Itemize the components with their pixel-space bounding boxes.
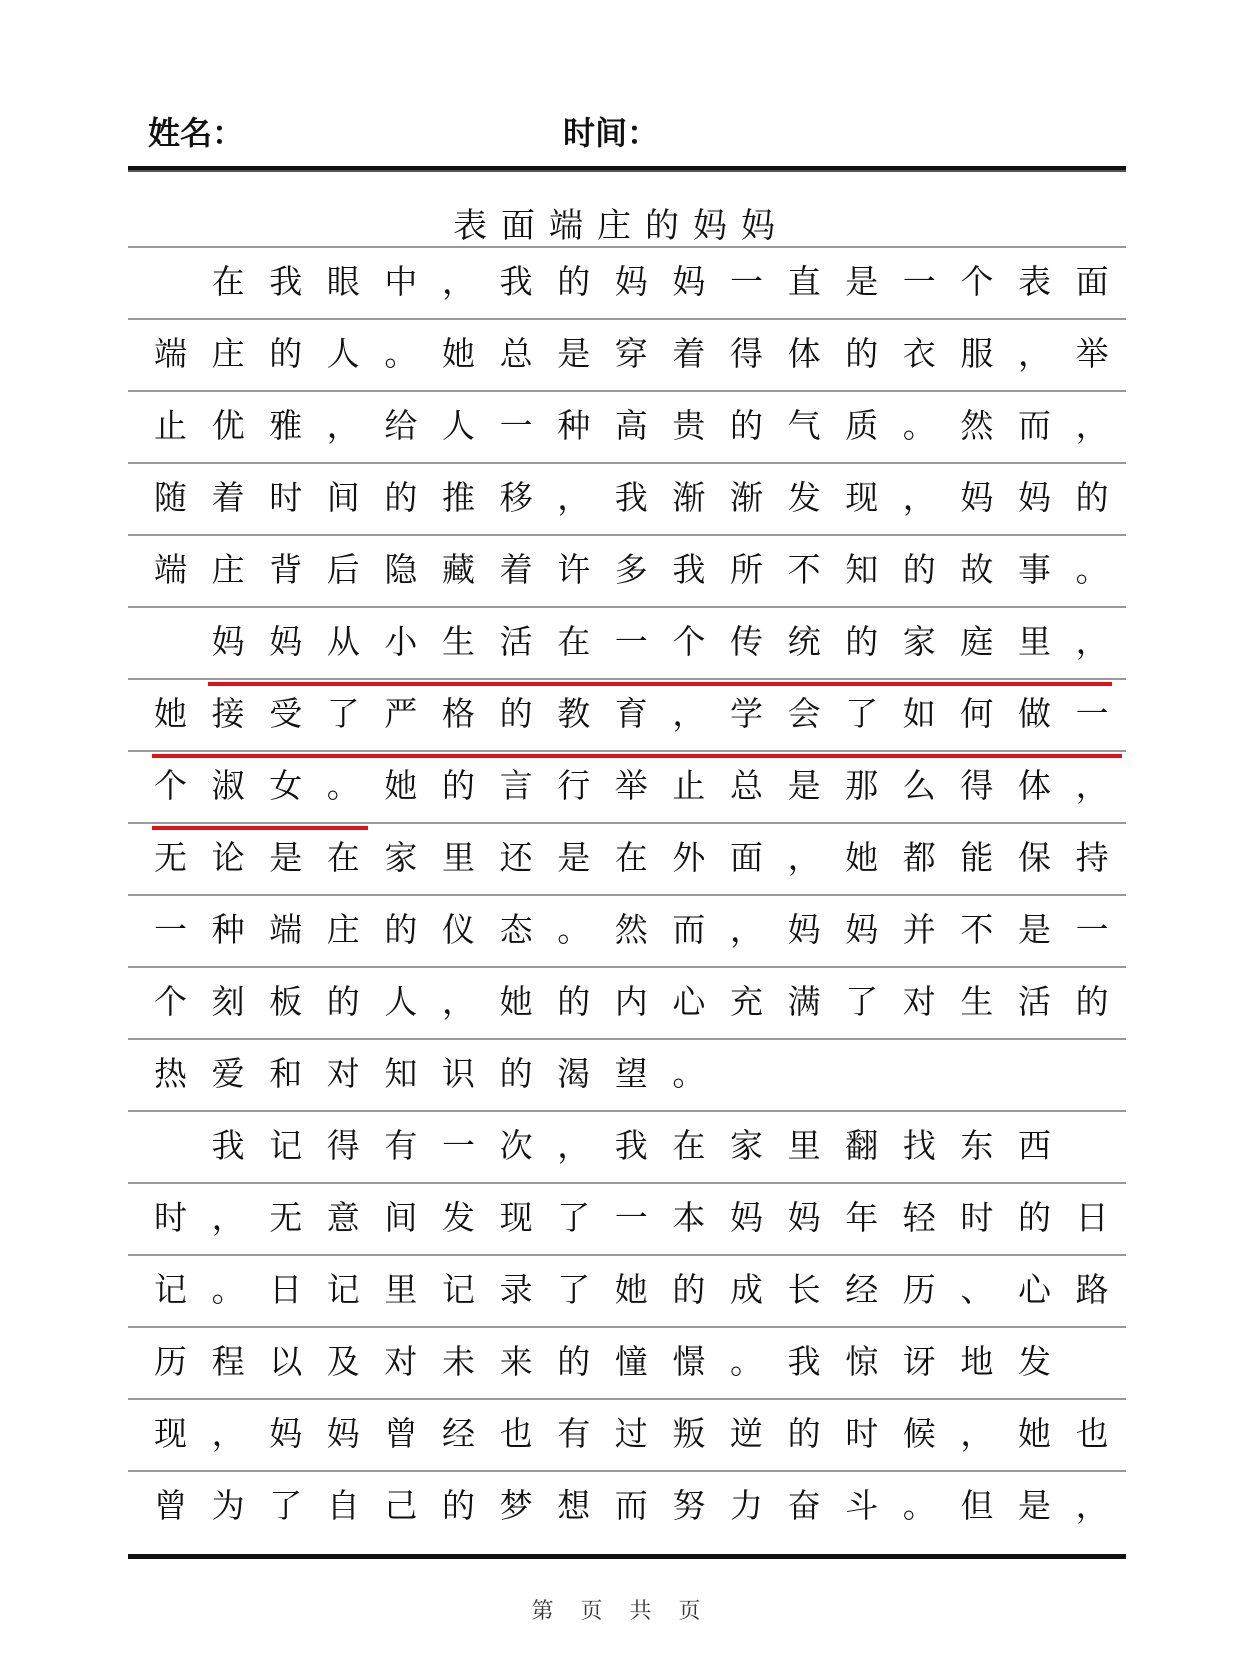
- line-text: 止优雅，给人一种高贵的气质。然而，: [154, 406, 1134, 445]
- line-text: 端庄的人。她总是穿着得体的衣服，举: [154, 334, 1134, 373]
- line-text: 她接受了严格的教育，学会了如何做一: [154, 694, 1134, 733]
- ruled-line: [128, 1254, 1134, 1326]
- ruled-line: [128, 894, 1134, 966]
- ruled-line: [128, 1038, 1126, 1110]
- line-text: 个刻板的人，她的内心充满了对生活的: [154, 982, 1134, 1021]
- header-rule: [128, 166, 1126, 172]
- ruled-line: [128, 1110, 1126, 1182]
- ruled-line: [128, 318, 1134, 390]
- line-text: 在我眼中，我的妈妈一直是一个表面: [154, 262, 1134, 301]
- ruled-line: [128, 390, 1134, 462]
- header: [148, 108, 1128, 158]
- ruled-line: [128, 678, 1134, 750]
- ruled-line: [128, 1182, 1134, 1254]
- name-label: 姓名：: [148, 114, 245, 152]
- ruled-line: [128, 246, 1134, 318]
- ruled-line: [128, 534, 1134, 606]
- line-text: 时，无意间发现了一本妈妈年轻时的日: [154, 1198, 1134, 1237]
- red-underline: [208, 682, 1112, 686]
- essay-title: 表面端庄的妈妈: [453, 206, 789, 246]
- line-text: 现，妈妈曾经也有过叛逆的时候，她也: [154, 1414, 1134, 1453]
- ruled-lines: [128, 246, 1134, 1542]
- line-text: 妈妈从小生活在一个传统的家庭里，: [154, 622, 1134, 661]
- ruled-line: [128, 1398, 1134, 1470]
- ruled-line: [128, 462, 1134, 534]
- line-text: 端庄背后隐藏着许多我所不知的故事。: [154, 550, 1134, 589]
- line-text: 我记得有一次，我在家里翻找东西: [154, 1126, 1076, 1165]
- ruled-line: [128, 1470, 1134, 1542]
- ruled-line: [128, 750, 1134, 822]
- line-text: 一种端庄的仪态。然而，妈妈并不是一: [154, 910, 1134, 949]
- line-text: 历程以及对未来的憧憬。我惊讶地发: [154, 1342, 1076, 1381]
- line-text: 个淑女。她的言行举止总是那么得体，: [154, 766, 1134, 805]
- ruled-line: [128, 606, 1134, 678]
- line-text: 随着时间的推移，我渐渐发现，妈妈的: [154, 478, 1134, 517]
- line-text: 热爱和对知识的渴望。: [154, 1054, 730, 1093]
- ruled-line: [128, 1326, 1126, 1398]
- line-text: 记。日记里记录了她的成长经历、心路: [154, 1270, 1134, 1309]
- red-underline: [152, 826, 368, 830]
- line-text: 曾为了自己的梦想而努力奋斗。但是，: [154, 1486, 1134, 1525]
- footer-rule: [128, 1554, 1126, 1559]
- page-footer: 第 页 共 页: [531, 1599, 711, 1624]
- time-label: 时间：: [563, 114, 660, 152]
- red-underline: [152, 754, 1122, 758]
- ruled-line: [128, 966, 1134, 1038]
- line-text: 无论是在家里还是在外面，她都能保持: [154, 838, 1134, 877]
- ruled-line: [128, 822, 1134, 894]
